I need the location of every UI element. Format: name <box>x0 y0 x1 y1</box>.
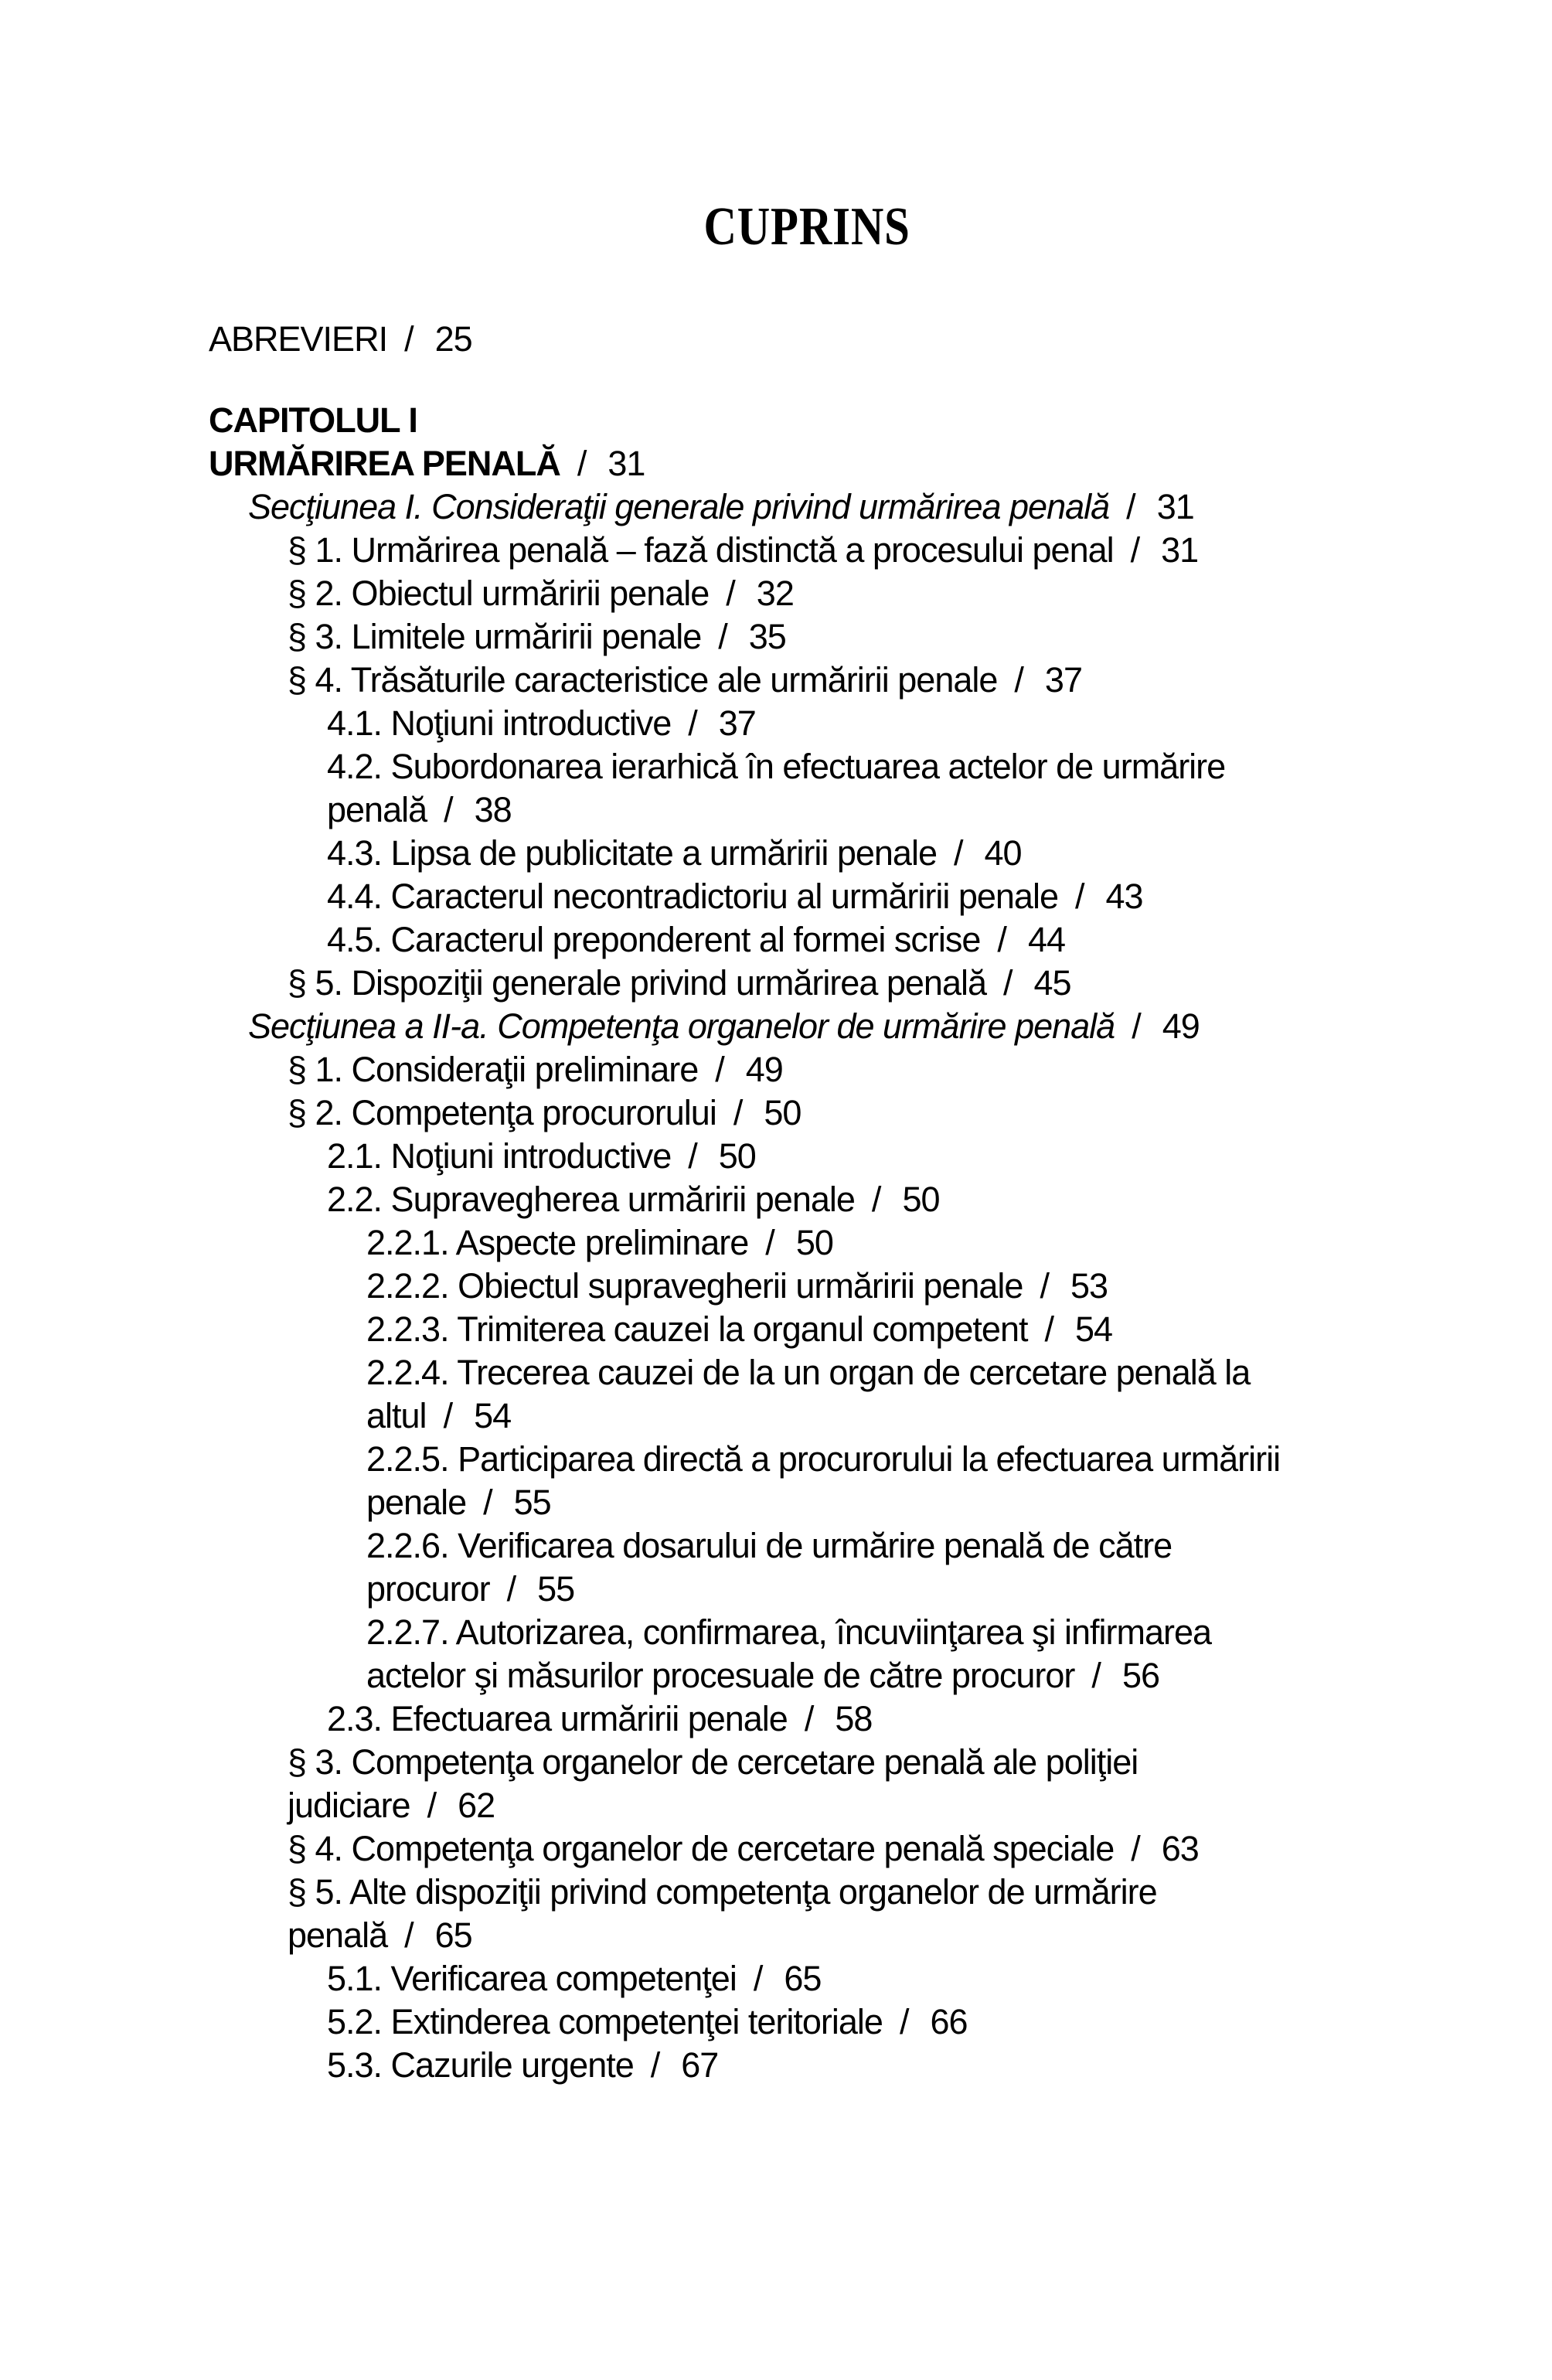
toc-item-text: 2.2.3. Trimiterea cauzei la organul competent <box>366 1309 1028 1349</box>
toc-page-number: 31 <box>1156 487 1194 526</box>
toc-separator: / <box>688 1136 697 1176</box>
toc-item <box>288 659 1405 702</box>
toc-separator: / <box>726 574 735 613</box>
toc-separator: / <box>953 833 963 873</box>
toc-page-number: 50 <box>764 1093 802 1132</box>
toc-item <box>327 2000 1405 2044</box>
toc-page-number: 31 <box>1161 530 1199 570</box>
toc-separator: / <box>443 1396 453 1435</box>
toc-page-number: 43 <box>1105 877 1143 916</box>
toc-separator: / <box>1130 530 1140 570</box>
toc-item <box>366 1351 1405 1438</box>
toc-item-text: 4.5. Caracterul preponderent al formei scrise <box>327 920 981 959</box>
toc-item <box>288 1741 1405 1827</box>
toc-item <box>366 1265 1405 1308</box>
toc-separator: / <box>804 1699 814 1738</box>
toc-page-number: 50 <box>795 1223 833 1262</box>
toc-item <box>209 318 1405 361</box>
toc-page-number: 63 <box>1161 1829 1199 1868</box>
toc-item-text: 2.2.2. Obiectul supravegherii urmăririi penale <box>366 1266 1023 1306</box>
toc-item <box>288 1091 1405 1135</box>
toc-separator: / <box>871 1180 881 1219</box>
toc-item-text: § 3. Competenţa organelor de cercetare penală ale poliţiei judiciare <box>288 1742 1138 1825</box>
toc-page-number: 50 <box>718 1136 756 1176</box>
toc-page-number: 62 <box>458 1786 495 1825</box>
toc-page-number: 50 <box>902 1180 940 1219</box>
toc-item <box>327 2044 1405 2087</box>
toc-item <box>288 615 1405 659</box>
toc-item-text: CAPITOLUL I URMĂRIREA PENALĂ <box>209 400 560 483</box>
toc-item-text: 4.4. Caracterul necontradictoriu al urmăririi penale <box>327 877 1058 916</box>
toc-item-text: Secţiunea I. Consideraţii generale privind urmărirea penală <box>248 487 1110 526</box>
toc-page-number: 49 <box>745 1050 783 1089</box>
toc-separator: / <box>506 1569 516 1609</box>
toc-item-text: § 1. Consideraţii preliminare <box>288 1050 699 1089</box>
toc-item-text: 4.2. Subordonarea ierarhică în efectuarea actelor de urmărire penală <box>327 747 1226 829</box>
toc-page-number: 67 <box>681 2045 719 2085</box>
toc-item <box>366 1438 1405 1524</box>
toc-item-text: 2.1. Noţiuni introductive <box>327 1136 672 1176</box>
toc-item-text: § 5. Alte dispoziţii privind competenţa organelor de urmărire penală <box>288 1872 1157 1955</box>
toc-separator: / <box>1003 963 1013 1003</box>
toc-item <box>366 1524 1405 1611</box>
toc-separator: / <box>1074 877 1084 916</box>
toc-item <box>327 875 1405 918</box>
toc-page-number: 53 <box>1070 1266 1108 1306</box>
toc-item <box>327 1697 1405 1741</box>
toc-page-number: 54 <box>1075 1309 1113 1349</box>
toc-item-text: 2.2.5. Participarea directă a procurorului la efectuarea urmăririi penale <box>366 1439 1281 1522</box>
toc-page-number: 55 <box>537 1569 575 1609</box>
toc-item-text: § 4. Trăsăturile caracteristice ale urmăririi penale <box>288 660 998 700</box>
toc-item-text: 5.1. Verificarea competenţei <box>327 1959 737 1998</box>
toc-item <box>288 572 1405 615</box>
toc-item-text: 5.2. Extinderea competenţei teritoriale <box>327 2002 883 2041</box>
toc-item <box>209 399 1405 485</box>
toc-item-text: 2.2.4. Trecerea cauzei de la un organ de cercetare penală la altul <box>366 1353 1251 1435</box>
toc-item-text: § 5. Dispoziţii generale privind urmărirea penală <box>288 963 986 1003</box>
toc-item-text: 5.3. Cazurile urgente <box>327 2045 634 2085</box>
toc-item-text: 2.2. Supravegherea urmăririi penale <box>327 1180 855 1219</box>
toc-page-number: 45 <box>1033 963 1071 1003</box>
toc-separator: / <box>688 703 697 743</box>
toc-separator: / <box>427 1786 437 1825</box>
toc-item <box>248 1005 1405 1048</box>
toc-page-number: 31 <box>608 444 645 483</box>
toc-separator: / <box>1132 1006 1141 1046</box>
toc-page-number: 49 <box>1162 1006 1200 1046</box>
toc-page-number: 56 <box>1121 1656 1159 1695</box>
toc-item <box>327 1135 1405 1178</box>
toc-separator: / <box>733 1093 743 1132</box>
toc-page-number: 25 <box>434 319 472 359</box>
toc-page-number: 55 <box>513 1483 551 1522</box>
toc-item <box>327 745 1405 832</box>
toc-separator: / <box>1014 660 1023 700</box>
toc-item <box>288 1827 1405 1871</box>
toc-item <box>366 1221 1405 1265</box>
toc-separator: / <box>1126 487 1135 526</box>
toc-page-number: 37 <box>1044 660 1082 700</box>
toc-page-number: 32 <box>756 574 794 613</box>
toc-item <box>327 702 1405 745</box>
toc-page-number: 40 <box>984 833 1022 873</box>
toc-item-text: 4.1. Noţiuni introductive <box>327 703 672 743</box>
toc-item <box>366 1308 1405 1351</box>
toc-item <box>248 485 1405 529</box>
toc-separator: / <box>483 1483 492 1522</box>
toc-item-text: § 1. Urmărirea penală – fază distinctă a procesului penal <box>288 530 1114 570</box>
toc-separator: / <box>997 920 1006 959</box>
toc-separator: / <box>650 2045 660 2085</box>
toc-item <box>366 1611 1405 1697</box>
toc-separator: / <box>1131 1829 1140 1868</box>
toc-separator: / <box>1044 1309 1053 1349</box>
toc-item-text: 2.3. Efectuarea urmăririi penale <box>327 1699 788 1738</box>
toc-separator: / <box>715 1050 724 1089</box>
toc-separator: / <box>1040 1266 1049 1306</box>
toc-item-text: § 2. Obiectul urmăririi penale <box>288 574 710 613</box>
toc-item <box>327 1178 1405 1221</box>
page-title <box>209 190 1405 264</box>
toc-separator: / <box>404 1915 414 1955</box>
toc-separator: / <box>1091 1656 1101 1695</box>
toc-page-number: 54 <box>474 1396 512 1435</box>
toc-item-text: § 4. Competenţa organelor de cercetare penală speciale <box>288 1829 1115 1868</box>
toc-separator: / <box>444 790 453 829</box>
toc-page-number: 44 <box>1027 920 1065 959</box>
toc-separator: / <box>404 319 414 359</box>
toc-item <box>288 529 1405 572</box>
toc-page-number: 38 <box>474 790 512 829</box>
toc-page-number: 66 <box>930 2002 968 2041</box>
toc-item <box>288 1871 1405 1957</box>
toc-item-text: 2.2.7. Autorizarea, confirmarea, încuviinţarea şi infirmarea actelor şi măsurilor procesuale de către procuror <box>366 1612 1212 1695</box>
toc-page-number: 65 <box>434 1915 472 1955</box>
toc-item-text: 4.3. Lipsa de publicitate a urmăririi penale <box>327 833 937 873</box>
document-page <box>0 190 1552 2380</box>
toc-page-number: 65 <box>784 1959 822 1998</box>
toc-item <box>327 832 1405 875</box>
toc-item <box>327 918 1405 962</box>
toc-page-number: 37 <box>718 703 756 743</box>
toc-item-text: Secţiunea a II-a. Competenţa organelor de urmărire penală <box>248 1006 1115 1046</box>
toc-page-number: 35 <box>748 617 786 656</box>
toc-item-text: 2.2.6. Verificarea dosarului de urmărire penală de către procuror <box>366 1526 1173 1609</box>
toc-separator: / <box>577 444 587 483</box>
toc-item <box>288 1048 1405 1091</box>
toc-list <box>209 318 1405 2087</box>
page-title-text: CUPRINS <box>703 197 910 257</box>
toc-item <box>327 1957 1405 2000</box>
toc-item <box>288 962 1405 1005</box>
toc-separator: / <box>718 617 727 656</box>
toc-page-number: 58 <box>835 1699 873 1738</box>
toc-item-text: ABREVIERI <box>209 319 388 359</box>
toc-separator: / <box>765 1223 774 1262</box>
toc-separator: / <box>899 2002 909 2041</box>
toc-item-text: § 3. Limitele urmăririi penale <box>288 617 702 656</box>
toc-separator: / <box>753 1959 763 1998</box>
toc-item-text: 2.2.1. Aspecte preliminare <box>366 1223 749 1262</box>
toc-item-text: § 2. Competenţa procurorului <box>288 1093 716 1132</box>
